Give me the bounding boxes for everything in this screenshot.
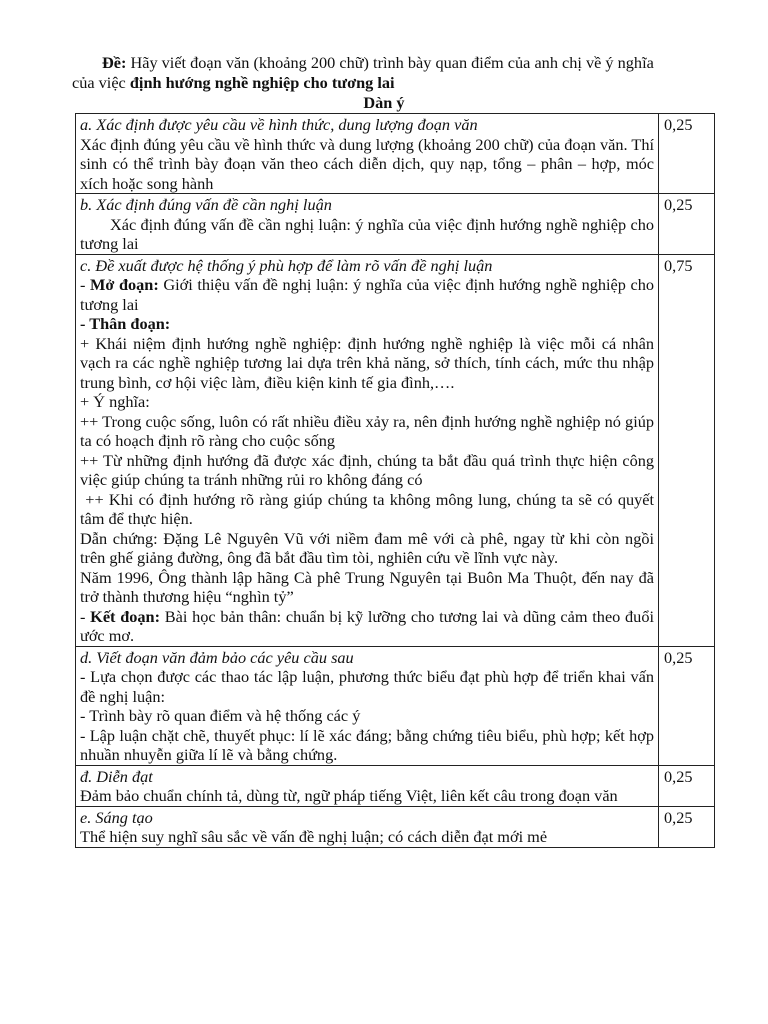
rubric-row-c xyxy=(76,254,715,646)
criterion-body: Đảm bảo chuẩn chính tả, dùng từ, ngữ pháp tiếng Việt, liên kết câu trong đoạn văn xyxy=(80,786,618,805)
criterion-item: - Lập luận chặt chẽ, thuyết phục: lí lẽ xác đáng; bằng chứng tiêu biểu, phù hợp; kết hợp nhuần nhuyễn giữa lí lẽ và bằng chứng. xyxy=(80,725,654,764)
score-cell: 0,25 xyxy=(659,765,715,806)
y-nghia-3-wrap xyxy=(80,490,654,529)
y-nghia: + Ý nghĩa: xyxy=(80,392,150,411)
criterion-body: Xác định đúng yêu cầu về hình thức và dung lượng (khoảng 200 chữ) của đoạn văn. Thí sinh có thể trình bày đoạn văn theo cách diễn dịch, quy nạp, tổng – phân – hợp, móc xích hoặc song hành xyxy=(80,134,654,193)
y-nghia-3: ++ Khi có định hướng rõ ràng giúp chúng ta không mông lung, chúng ta sẽ có quyết tâm để thực hiện. xyxy=(80,489,654,528)
criterion-cell xyxy=(76,646,659,765)
khai-niem: + Khái niệm định hướng nghề nghiệp: định hướng nghề nghiệp là việc mỗi cá nhân vạch ra các nghề nghiệp tương lai dựa trên khả năng, sở thích, tính cách, mức thu nhập trung bình, cơ hội việc làm, điều kiện kinh tế gia đình,…. xyxy=(80,333,654,392)
criterion-cell xyxy=(76,114,659,194)
mo-doan: - Mở đoạn: Giới thiệu vấn đề nghị luận: ý nghĩa của việc định hướng nghề nghiệp cho tương lai xyxy=(80,275,654,314)
ket-doan-text: Bài học bản thân: chuẩn bị kỹ lưỡng cho tương lai và dũng cảm theo đuổi ước mơ. xyxy=(80,606,654,645)
prompt-label: Đề: xyxy=(102,53,127,72)
score-cell: 0,75 xyxy=(659,254,715,646)
rubric-table xyxy=(75,113,715,848)
mo-doan-text: Giới thiệu vấn đề nghị luận: ý nghĩa của việc định hướng nghề nghiệp cho tương lai xyxy=(80,275,654,314)
criterion-body-wrap xyxy=(80,215,654,254)
ket-doan: - Kết đoạn: Bài học bản thân: chuẩn bị kỹ lưỡng cho tương lai và dũng cảm theo đuổi ước mơ. xyxy=(80,606,654,645)
criterion-heading: c. Đề xuất được hệ thống ý phù hợp để làm rõ vấn đề nghị luận xyxy=(80,255,493,275)
y-nghia-2: ++ Từ những định hướng đã được xác định, chúng ta bắt đầu quá trình thực hiện công việc giúp chúng ta tránh những rủi ro không đáng có xyxy=(80,450,654,489)
criterion-item: - Lựa chọn được các thao tác lập luận, phương thức biểu đạt phù hợp để triển khai vấn đề nghị luận: xyxy=(80,667,654,706)
criterion-body: Xác định đúng vấn đề cần nghị luận: ý nghĩa của việc định hướng nghề nghiệp cho tương lai xyxy=(80,214,654,253)
criterion-item: - Trình bày rõ quan điểm và hệ thống các ý xyxy=(80,706,361,725)
dan-chung: Dẫn chứng: Đặng Lê Nguyên Vũ với niềm đam mê với cà phê, ngay từ khi còn ngồi trên ghế giảng đường, ông đã bắt đầu tìm tòi, nghiên cứu về lĩnh vực này. xyxy=(80,528,654,567)
nam-1996: Năm 1996, Ông thành lập hãng Cà phê Trung Nguyên tại Buôn Ma Thuột, đến nay đã trở thành thương hiệu “nghìn tỷ” xyxy=(80,567,654,606)
criterion-heading: a. Xác định được yêu cầu về hình thức, dung lượng đoạn văn xyxy=(80,115,478,134)
rubric-row-dd xyxy=(76,765,715,806)
score-cell: 0,25 xyxy=(659,646,715,765)
score-cell: 0,25 xyxy=(659,114,715,194)
criterion-heading: e. Sáng tạo xyxy=(80,807,153,827)
y-nghia-1: ++ Trong cuộc sống, luôn có rất nhiều điều xảy ra, nên định hướng nghề nghiệp nó giúp ta có hoạch định rõ ràng cho cuộc sống xyxy=(80,411,654,450)
criterion-heading: đ. Diễn đạt xyxy=(80,766,153,786)
criterion-body: Thể hiện suy nghĩ sâu sắc về vấn đề nghị luận; có cách diễn đạt mới mẻ xyxy=(80,827,548,846)
rubric-row-d xyxy=(76,646,715,765)
criterion-cell xyxy=(76,765,659,806)
criterion-cell xyxy=(76,254,659,646)
prompt-emphasis: định hướng nghề nghiệp cho tương lai xyxy=(129,73,395,92)
mo-doan-label: Mở đoạn: xyxy=(90,275,159,294)
criterion-heading: b. Xác định đúng vấn đề cần nghị luận xyxy=(80,195,332,214)
rubric-row-a xyxy=(76,114,715,194)
criterion-cell xyxy=(76,194,659,255)
rubric-row-e xyxy=(76,806,715,847)
than-doan-label: Thân đoạn: xyxy=(89,314,171,333)
rubric-row-b xyxy=(76,194,715,255)
criterion-cell xyxy=(76,806,659,847)
ket-doan-label: Kết đoạn: xyxy=(90,606,161,626)
score-cell: 0,25 xyxy=(659,806,715,847)
outline-title: Dàn ý xyxy=(363,93,405,112)
criterion-heading: d. Viết đoạn văn đảm bảo các yêu cầu sau xyxy=(80,647,354,667)
score-cell: 0,25 xyxy=(659,194,715,255)
than-doan: - Thân đoạn: xyxy=(80,314,171,333)
prompt-text: Hãy viết đoạn văn (khoảng 200 chữ) trình bày quan điểm của anh chị về ý nghĩa của việc xyxy=(72,53,654,92)
exam-prompt xyxy=(72,53,672,93)
